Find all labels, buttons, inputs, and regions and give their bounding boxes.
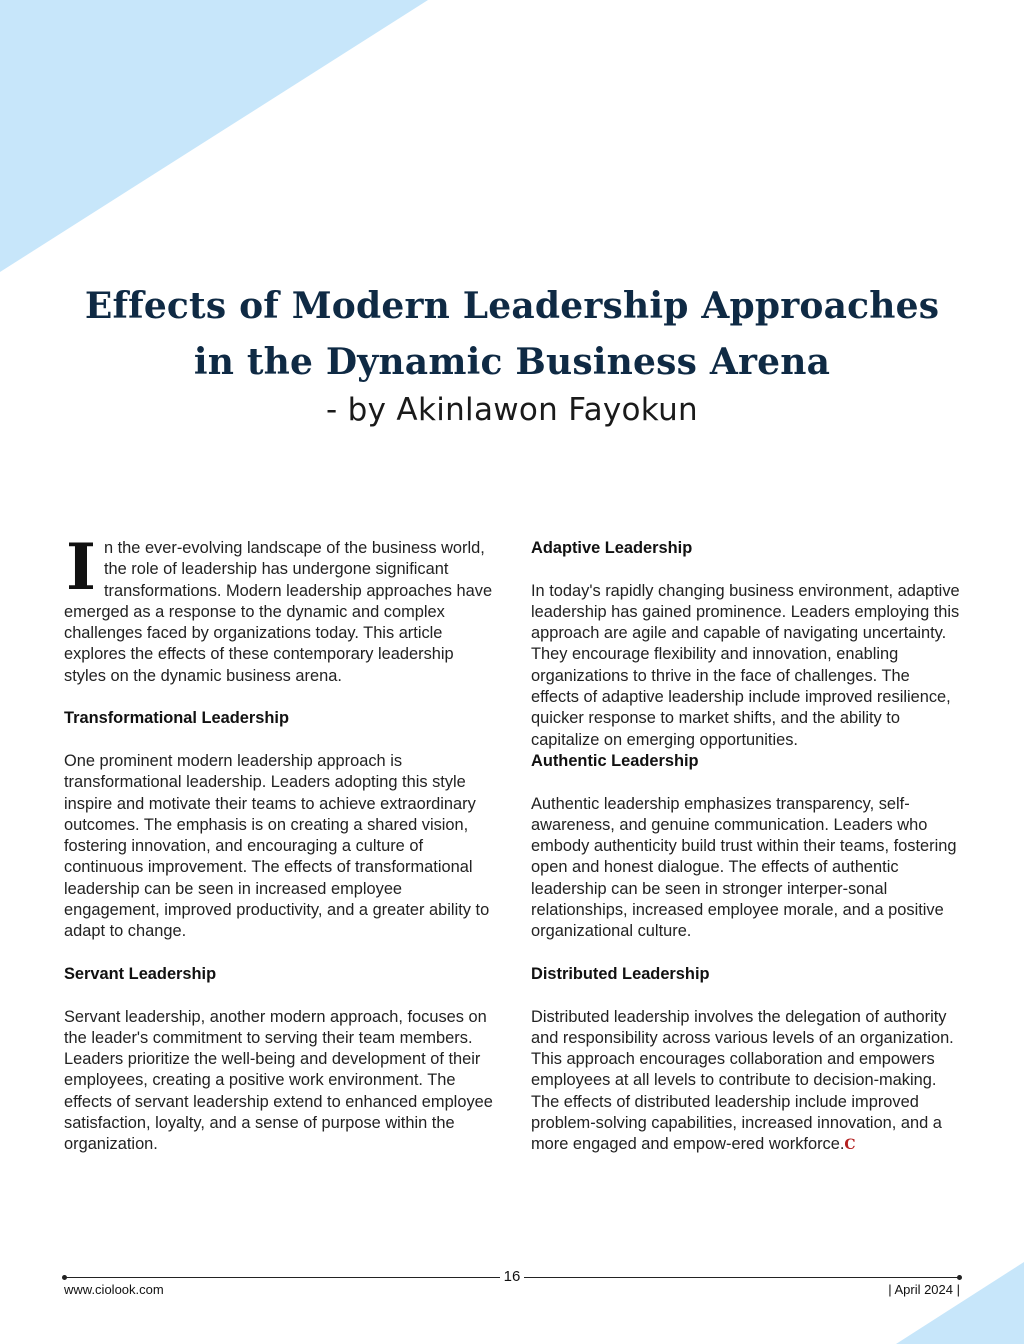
drop-cap: I [66,530,96,605]
article-title [0,278,1024,390]
corner-decoration-top-left [0,0,428,272]
footer-issue-date: | April 2024 | [888,1282,960,1297]
section-body-distributed-wrapper [531,1007,961,1157]
article-byline: - by Akinlawon Fayokun [326,392,698,428]
footer-dot-right [957,1275,962,1280]
end-mark-logo-icon: C [844,1137,856,1154]
section-body-transformational: One prominent modern leadership approach is transformational leadership. Leaders adopting this style inspire and motivate their teams to achieve extraordinary outcomes. The emphasis is on creating a shared vision, fostering innovation, and encouraging a culture of continuous improvement. The effects of transformational leadership can be seen in increased employee engagement, improved productivity, and a greater ability to adapt to change. [64,751,490,941]
section-heading-servant: Servant Leadership [64,964,217,983]
intro-paragraph [64,530,494,687]
intro-text: n the ever-evolving landscape of the business world, the role of leadership has undergone significant transformations. Modern leadership approaches have emerged as a response to the dynamic and complex challenges faced by organizations today. This article explores the effects of these contemporary leadership styles on the dynamic business arena. [64,539,493,685]
section-body-adaptive: In today's rapidly changing business environment, adaptive leadership has gained prominence. Leaders employing this approach are agile and capable of navigating uncertainty. They encourage flexibility and innovation, enabling organizations to thrive in the face of challenges. The effects of adaptive leadership include improved resilience, quicker response to market shifts, and the ability to capitalize on emerging opportunities. [531,581,960,749]
section-heading-adaptive: Adaptive Leadership [531,539,693,557]
footer-rule-right [524,1277,960,1278]
right-column [531,538,961,1178]
section-body-servant: Servant leadership, another modern approach, focuses on the leader's commitment to serving their team members. Leaders prioritize the well-being and development of their employees, creating a positive work environment. The effects of servant leadership extend to enhanced employee satisfaction, loyalty, and a sense of purpose within the organization. [64,1007,493,1154]
section-heading-authentic: Authentic Leadership [531,751,699,770]
page-number: 16 [503,1268,521,1285]
left-column [64,530,494,1177]
footer-rule-left [64,1277,500,1278]
title-line-1: Effects of Modern Leadership Approaches [84,285,940,327]
section-heading-transformational: Transformational Leadership [64,709,289,728]
title-line-2: in the Dynamic Business Arena [193,341,831,383]
footer-website-link[interactable]: www.ciolook.com [64,1282,164,1297]
section-heading-distributed: Distributed Leadership [531,964,710,983]
section-body-authentic: Authentic leadership emphasizes transparency, self-awareness, and genuine communication. Leaders who embody authenticity build trust within their teams, fostering open and honest dialogue. The effects of authentic leadership can be seen in stronger interper-sonal relationships, increased employee morale, and a positive organizational culture. [531,794,957,941]
section-body-distributed: Distributed leadership involves the delegation of authority and responsibility across various levels of an organization. This approach encourages collaboration and empowers employees at all levels to contribute to decision-making. The effects of distributed leadership include improved problem-solving capabilities, increased innovation, and a more engaged and empow-ered workforce. [531,1007,954,1154]
